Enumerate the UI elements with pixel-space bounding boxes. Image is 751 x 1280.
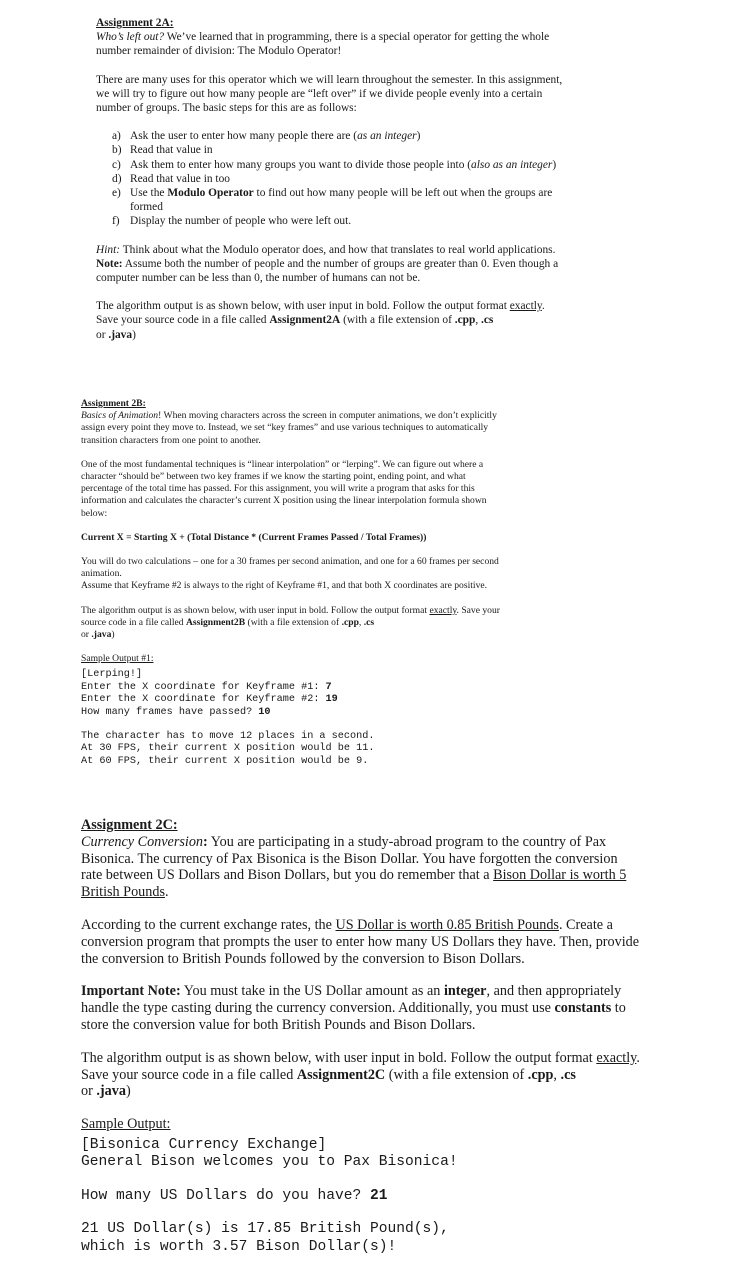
assignment-2c-section bbox=[81, 817, 641, 1256]
step-marker: f) bbox=[112, 215, 120, 228]
output-instructions: The algorithm output is as shown below, with user input in bold. Follow the output format exactly. Save your source code in a file called Assignment2C (with a file extension of .cpp, .cs or .java) bbox=[81, 1049, 640, 1100]
formula: Current X = Starting X + (Total Distance * (Current Frames Passed / Total Frames)) bbox=[81, 531, 427, 543]
assignment-2a-intro bbox=[96, 30, 566, 58]
assignment-2b-section bbox=[81, 398, 501, 768]
hint-label: Hint: bbox=[96, 243, 121, 256]
assignment-2c-intro: Currency Conversion: You are participating in a study-abroad program to the country of Pax Bisonica. The currency of Pax Bisonica is the Bison Dollar. You have forgotten the conversion rate between US Dollars and Bison Dollars, but you do remember that a Bison Dollar is worth 5 British Pounds. bbox=[81, 833, 627, 901]
filename: Assignment2A bbox=[269, 314, 341, 327]
important-note-paragraph: Important Note: You must take in the US Dollar amount as an integer, and then appropriately handle the type casting during the currency conversion. Additionally, you must use constants to store the conversion value for both British Pounds and Bison Dollars. bbox=[81, 983, 626, 1033]
intro-title: Basics of Animation bbox=[81, 410, 159, 422]
assignment-2a-heading: Assignment 2A: bbox=[96, 17, 174, 29]
step-marker: e) bbox=[112, 187, 121, 200]
hint-paragraph: Hint: Think about what the Modulo operator does, and how that translates to real world applications. bbox=[96, 243, 556, 256]
list-item: c) Ask them to enter how many groups you want to divide those people into (also as an integer) bbox=[112, 158, 557, 171]
assignment-2b-intro: Basics of Animation! When moving characters across the screen in computer animations, we don’t explicitly assign every point they move to. Instead, we set “key frames” and use various techniques to automatically transition characters from one point to another. bbox=[81, 410, 497, 446]
assignment-2a-paragraph: There are many uses for this operator which we will learn throughout the semester. In this assignment, we will try to figure out how many people are “left over” if we divide people evenly into a certain number of groups. The basic steps for this are as follows: bbox=[96, 73, 563, 115]
note-label: Note: bbox=[96, 257, 123, 270]
exchange-rate-paragraph: According to the current exchange rates, the US Dollar is worth 0.85 British Pounds. Create a conversion program that prompts the user to enter how many US Dollars they have. Then, provide the conversion to British Pounds followed by the conversion to Bison Dollars. bbox=[81, 916, 640, 967]
assignment-2a-section bbox=[96, 16, 566, 342]
list-item: f) Display the number of people who were left out. bbox=[112, 215, 352, 228]
assignment-2b-heading: Assignment 2B: bbox=[81, 398, 146, 409]
step-marker: d) bbox=[112, 172, 122, 185]
intro-text: We’ve learned that in programming, there is a special operator for getting the whole number remainder of division: The Modulo Operator! bbox=[96, 31, 550, 58]
step-marker: a) bbox=[112, 130, 121, 143]
intro-title: Who’s left out? bbox=[96, 31, 165, 44]
sample-output-code: [Lerping!] Enter the X coordinate for Keyframe #1: 7 Enter the X coordinate for Keyframe #2: 19 How many frames have passed? 10 The character has to move 12 places in a second. At 30 FPS, their current X position would be 11. At 60 FPS, their current X position would be 9. bbox=[81, 669, 375, 767]
sample-output-label: Sample Output: bbox=[81, 1116, 171, 1133]
assumption-paragraph: Assume that Keyframe #2 is always to the right of Keyframe #1, and that both X coordinates are positive. bbox=[81, 580, 488, 592]
assignment-2b-paragraph: One of the most fundamental techniques is “linear interpolation” or “lerping”. We can figure out where a character “should be” between two key frames if we know the starting point, ending point, and what percentage of the total time has passed. For this assignment, you will write a program that asks for this information and calculates the character’s current X position using the linear interpolation formula shown below: bbox=[81, 458, 487, 519]
filename: Assignment2B bbox=[185, 616, 246, 628]
sample-output-label: Sample Output #1: bbox=[81, 653, 154, 665]
filename: Assignment2C bbox=[296, 1066, 386, 1083]
list-item: e) Use the Modulo Operator to find out how many people will be left out when the groups are formed bbox=[112, 187, 553, 214]
step-marker: b) bbox=[112, 144, 122, 157]
output-instructions: The algorithm output is as shown below, with user input in bold. Follow the output format exactly. Save your source code in a file called Assignment2B (with a file extension of .cpp, .cs or .java) bbox=[81, 604, 500, 641]
calculations-paragraph: You will do two calculations – one for a 30 frames per second animation, and one for a 60 frames per second animation. bbox=[81, 556, 499, 580]
note-paragraph: Note: Assume both the number of people and the number of groups are greater than 0. Even though a computer number can be less than 0, the number of humans can not be. bbox=[96, 257, 559, 285]
assignment-2c-heading: Assignment 2C: bbox=[81, 817, 178, 833]
list-item: a) Ask the user to enter how many people there are (as an integer) bbox=[112, 130, 421, 143]
intro-title: Currency Conversion bbox=[81, 833, 204, 850]
sample-output-code: [Bisonica Currency Exchange] General Bison welcomes you to Pax Bisonica! How many US Dollars do you have? 21 21 US Dollar(s) is 17.85 British Pound(s), which is worth 3.57 Bison Dollar(s)! bbox=[81, 1136, 458, 1255]
steps-list bbox=[96, 129, 566, 228]
list-item: d) Read that value in too bbox=[112, 172, 230, 185]
list-item: b) Read that value in bbox=[112, 144, 213, 157]
output-instructions: The algorithm output is as shown below, with user input in bold. Follow the output format exactly. Save your source code in a file called Assignment2A (with a file extension of .cpp, .cs or .java) bbox=[96, 300, 545, 341]
note-label: Important Note: bbox=[81, 983, 181, 1000]
step-marker: c) bbox=[112, 158, 121, 171]
